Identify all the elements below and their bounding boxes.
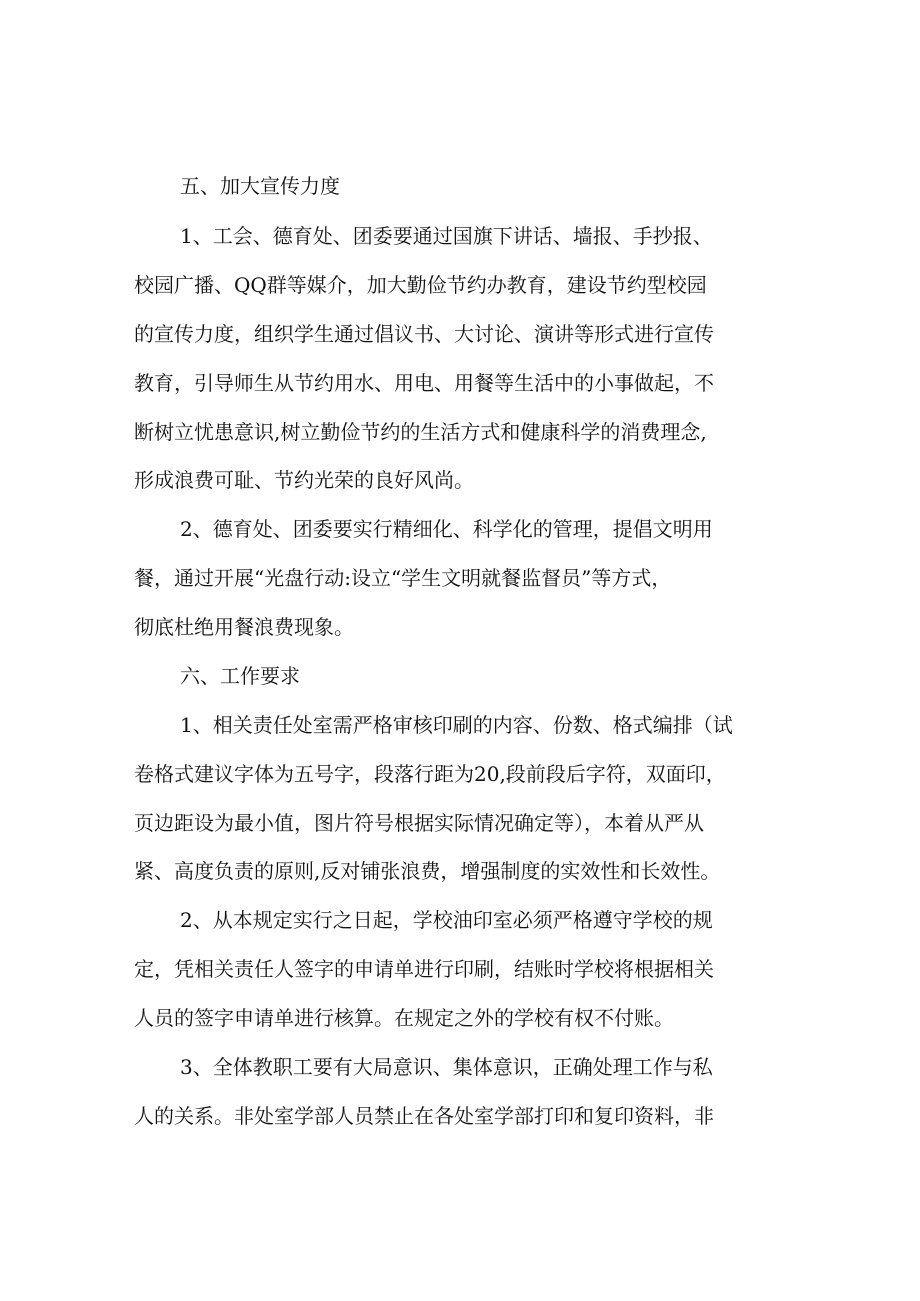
paragraph-line: 3、全体教职工要有大局意识、集体意识，正确处理工作与私 <box>180 1055 713 1079</box>
paragraph-line: 彻底杜绝用餐浪费现象。 <box>134 615 354 639</box>
paragraph-line: 人员的签字申请单进行核算。在规定之外的学校有权不付账。 <box>134 1006 674 1030</box>
paragraph-line: 的宣传力度，组织学生通过倡议书、大讨论、演讲等形式进行宣传 <box>134 322 714 346</box>
paragraph-line: 断树立忧患意识,树立勤俭节约的生活方式和健康科学的消费理念, <box>134 420 707 444</box>
paragraph-line: 定，凭相关责任人签字的申请单进行印刷，结账时学校将根据相关 <box>134 957 714 981</box>
paragraph-line: 2、从本规定实行之日起，学校油印室必须严格遵守学校的规 <box>180 908 713 932</box>
heading-section-6: 六、工作要求 <box>180 664 300 688</box>
paragraph-line: 人的关系。非处室学部人员禁止在各处室学部打印和复印资料，非 <box>134 1104 714 1128</box>
paragraph-line: 卷格式建议字体为五号字，段落行距为20,段前段后字符，双面印， <box>134 762 726 786</box>
paragraph-line: 1、相关责任处室需严格审核印刷的内容、份数、格式编排（试 <box>180 713 733 737</box>
paragraph-line: 形成浪费可耻、节约光荣的良好风尚。 <box>134 468 474 492</box>
paragraph-line: 教育，引导师生从节约用水、用电、用餐等生活中的小事做起，不 <box>134 371 714 395</box>
paragraph-line: 2、德育处、团委要实行精细化、科学化的管理，提倡文明用 <box>180 517 713 541</box>
heading-section-5: 五、加大宣传力度 <box>180 174 340 198</box>
paragraph-line: 校园广播、QQ群等媒介，加大勤俭节约办教育，建设节约型校园 <box>134 273 707 297</box>
paragraph-line: 紧、高度负责的原则,反对铺张浪费，增强制度的实效性和长效性。 <box>134 859 721 883</box>
paragraph-line: 页边距设为最小值，图片符号根据实际情况确定等），本着从严从 <box>134 811 704 835</box>
paragraph-line: 1、工会、德育处、团委要通过国旗下讲话、墙报、手抄报、 <box>180 224 713 248</box>
paragraph-line: 餐，通过开展“光盘行动:设立“学生文明就餐监督员”等方式， <box>134 566 672 590</box>
